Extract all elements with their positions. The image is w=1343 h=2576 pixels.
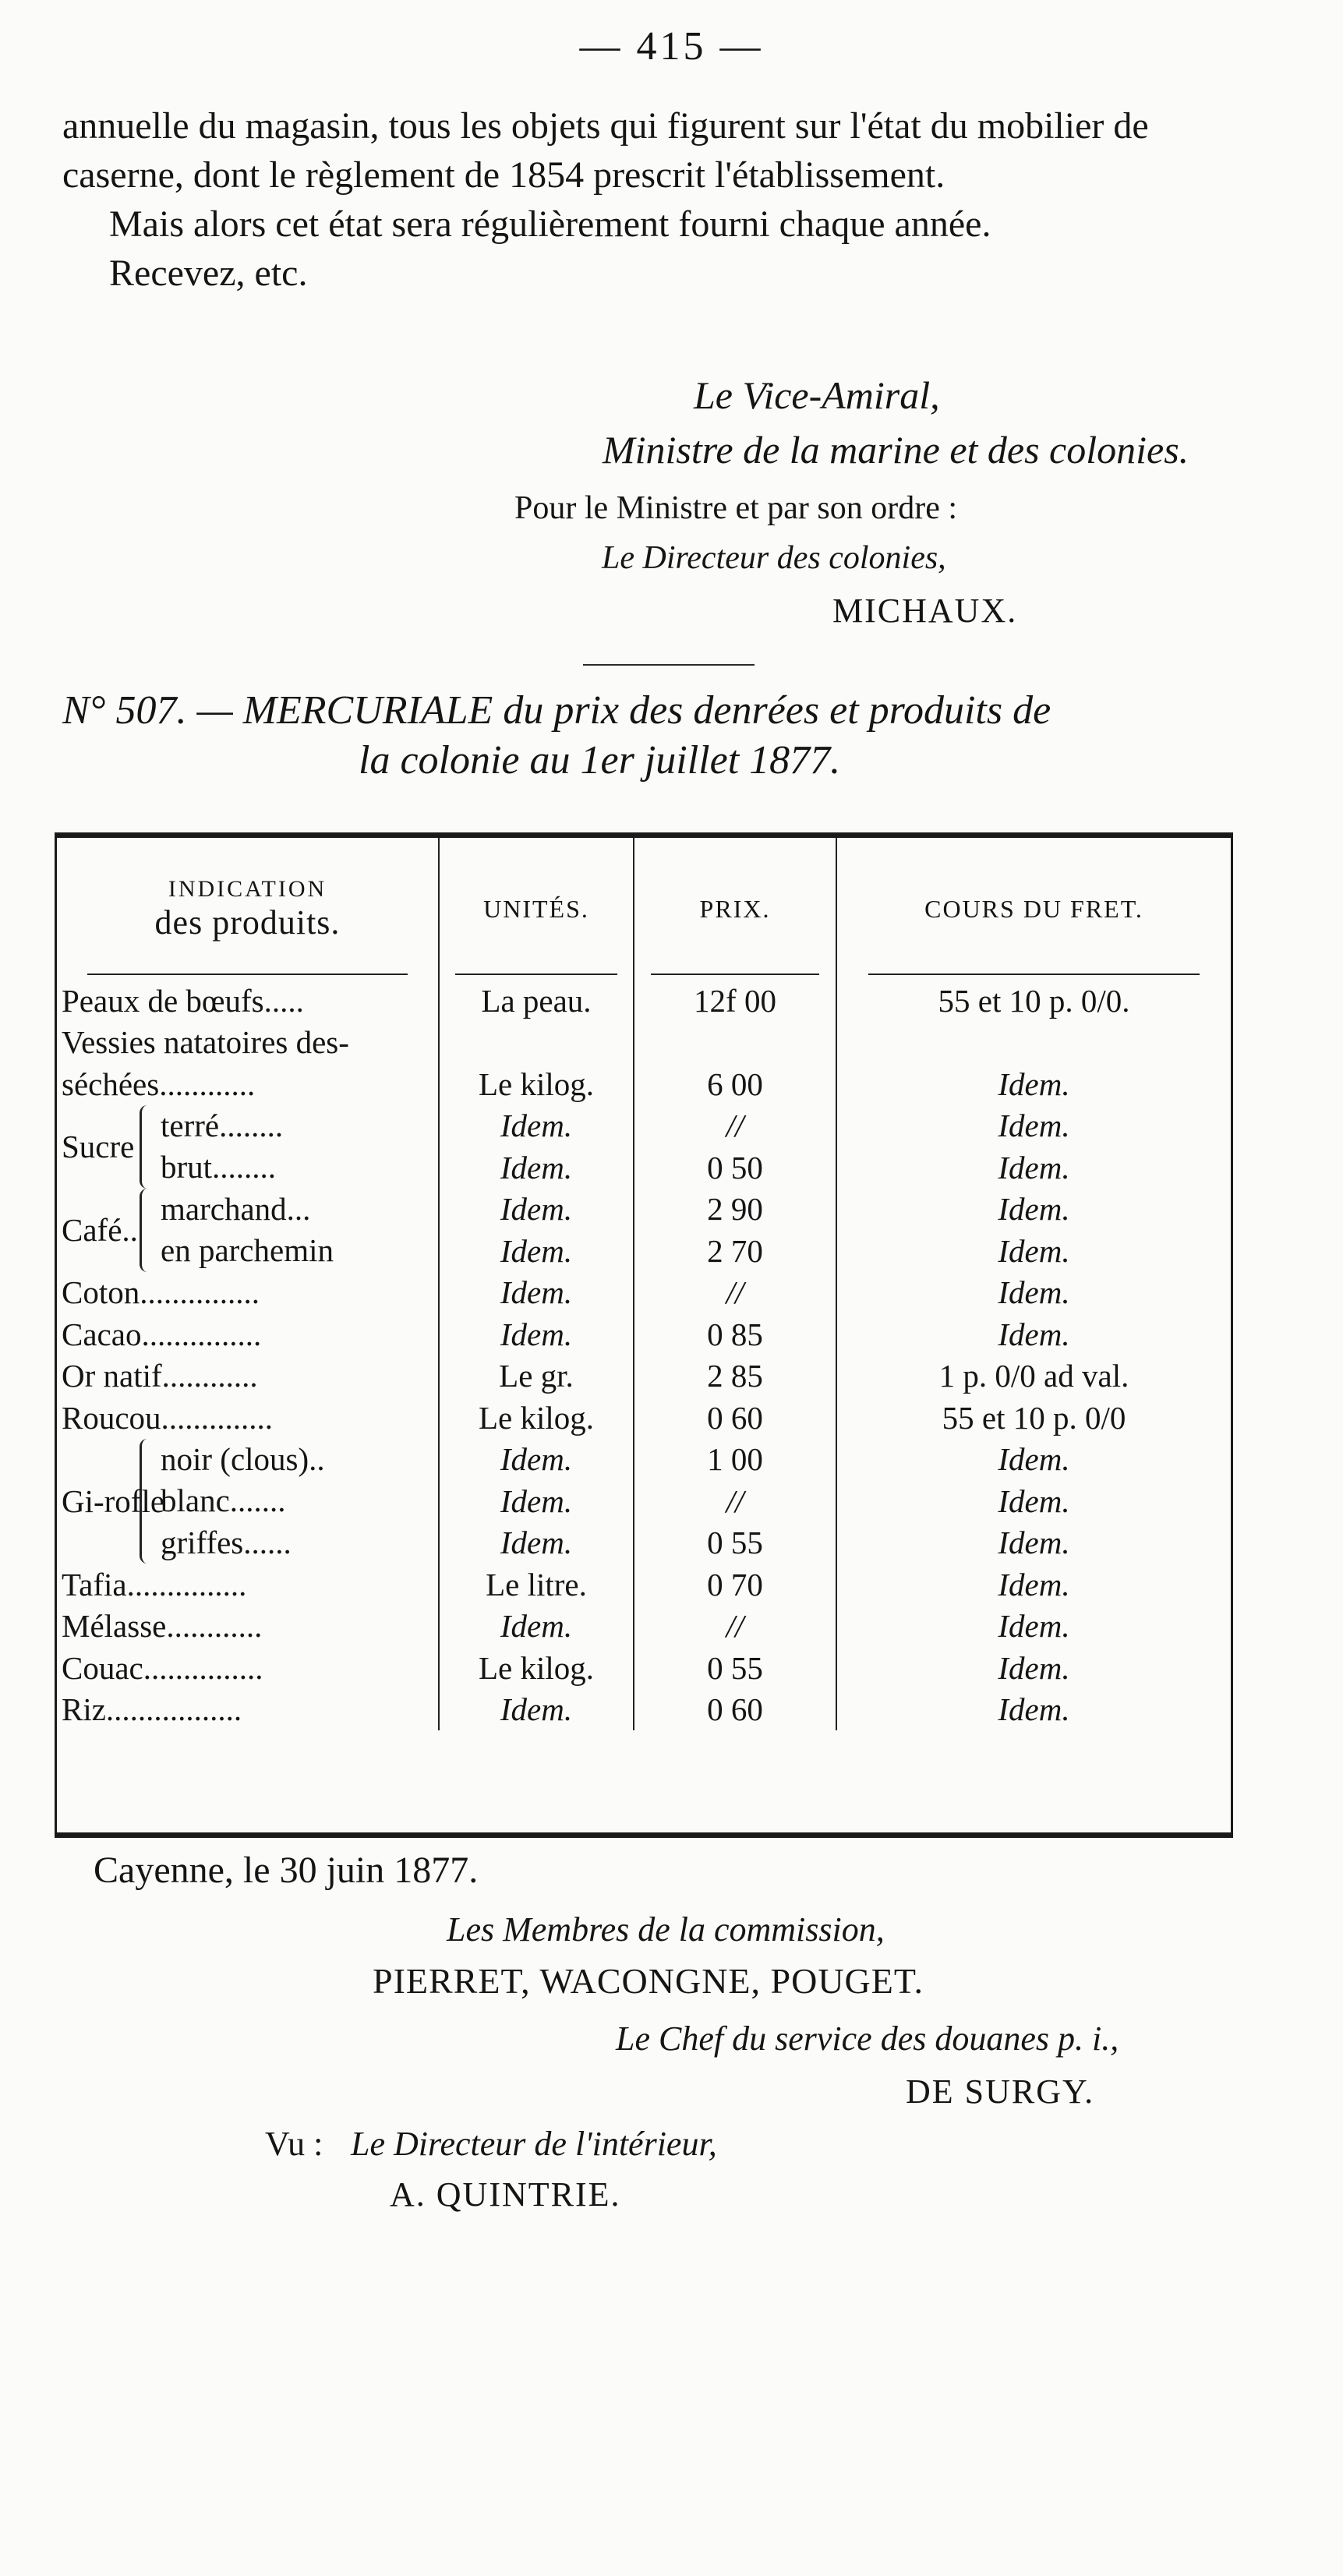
price-table xyxy=(57,838,1231,1730)
cell-unite: Le kilog. xyxy=(439,1397,634,1439)
cell-cours: Idem. xyxy=(998,1525,1070,1561)
cell-prix: 0 60 xyxy=(634,1689,836,1731)
cell-produit: Coton............... xyxy=(62,1274,260,1311)
cell-group-sucre xyxy=(57,1105,439,1189)
cell-unite: Idem. xyxy=(439,1272,634,1314)
cell-cours: Idem. xyxy=(998,1691,1070,1728)
table-row xyxy=(57,980,1231,1022)
header-underline xyxy=(455,974,617,975)
cell-unite: Idem. xyxy=(439,1689,634,1731)
table-row xyxy=(57,1397,1231,1439)
cell-produit: noir (clous).. xyxy=(161,1440,325,1477)
table-row xyxy=(57,1439,1231,1481)
cell-cours: Idem. xyxy=(998,1232,1070,1269)
cell-unite: Le gr. xyxy=(439,1355,634,1398)
header-indication-line2: des produits. xyxy=(154,903,341,942)
cell-cours: Idem. xyxy=(998,1065,1070,1102)
cell-prix: 0 55 xyxy=(634,1522,836,1564)
table-row xyxy=(57,1022,1231,1064)
intro-paragraphs xyxy=(62,101,1247,298)
cell-group-girofle xyxy=(57,1439,439,1564)
table-row xyxy=(57,1105,1231,1147)
cell-prix: 2 90 xyxy=(634,1189,836,1231)
cell-produit: terré........ xyxy=(161,1107,284,1143)
cell-cours: Idem. xyxy=(998,1108,1070,1144)
cell-prix: // xyxy=(634,1105,836,1147)
cell-unite: Idem. xyxy=(439,1189,634,1231)
table-header-row xyxy=(57,838,1231,980)
brace-icon xyxy=(140,1439,156,1564)
cell-cours: 55 et 10 p. 0/0. xyxy=(938,982,1130,1019)
signature-director: Le Directeur des colonies, xyxy=(602,540,946,576)
cell-prix xyxy=(634,1022,836,1064)
cell-unite: Idem. xyxy=(439,1439,634,1481)
cell-produit: Roucou.............. xyxy=(62,1399,274,1436)
signature-name: MICHAUX. xyxy=(832,592,1018,630)
cell-prix: 0 50 xyxy=(634,1147,836,1189)
cell-cours: Idem. xyxy=(998,1566,1070,1602)
table-row xyxy=(57,1647,1231,1689)
cell-prix: // xyxy=(634,1480,836,1522)
cell-cours: 1 p. 0/0 ad val. xyxy=(938,1358,1129,1394)
signature-rank: Le Vice-Amiral, xyxy=(694,373,940,417)
members-label: Les Membres de la commission, xyxy=(447,1910,885,1949)
group-girofle xyxy=(62,1439,433,1564)
cell-produit: en parchemin xyxy=(161,1232,334,1268)
cell-prix: 0 70 xyxy=(634,1564,836,1606)
cell-unite: Le litre. xyxy=(439,1564,634,1606)
header-cours-label: COURS DU FRET. xyxy=(924,894,1143,923)
signature-title: Ministre de la marine et des colonies. xyxy=(603,428,1189,472)
cell-produit: Cacao............... xyxy=(62,1316,262,1352)
cell-prix: 2 70 xyxy=(634,1230,836,1272)
table-row xyxy=(57,1355,1231,1398)
cell-prix: // xyxy=(634,1606,836,1648)
header-underline xyxy=(87,974,408,975)
intro-paragraph-1: annuelle du magasin, tous les objets qui figurent sur l'état du mobilier de caserne, dont le règlement de 1854 prescrit l'établissement. xyxy=(62,105,1149,196)
cell-prix: // xyxy=(634,1272,836,1314)
table-row xyxy=(57,1689,1231,1731)
cell-produit: Tafia............... xyxy=(62,1566,247,1602)
cell-prix: 6 00 xyxy=(634,1063,836,1105)
group-label-girofle: Gi-rofle xyxy=(62,1482,165,1519)
cell-prix: 0 55 xyxy=(634,1647,836,1689)
chief-label: Le Chef du service des douanes p. i., xyxy=(616,2019,1119,2058)
group-label-cafe: Café.. xyxy=(62,1212,138,1248)
cell-unite: Idem. xyxy=(439,1480,634,1522)
cell-cours: Idem. xyxy=(998,1608,1070,1645)
cell-unite: La peau. xyxy=(439,980,634,1022)
chief-name: DE SURGY. xyxy=(906,2072,1095,2111)
header-underline xyxy=(651,974,820,975)
table-row xyxy=(57,1313,1231,1355)
cell-unite: Le kilog. xyxy=(439,1063,634,1105)
header-prix-label: PRIX. xyxy=(699,894,771,923)
brace-icon xyxy=(140,1189,156,1272)
intro-paragraph-2: Mais alors cet état sera régulièrement fourni chaque année. xyxy=(109,203,991,245)
cell-unite: Idem. xyxy=(439,1522,634,1564)
cell-cours: 55 et 10 p. 0/0 xyxy=(942,1399,1126,1436)
cell-cours: Idem. xyxy=(998,1441,1070,1478)
group-sucre xyxy=(62,1105,433,1189)
header-cours xyxy=(836,838,1231,980)
cell-prix: 0 85 xyxy=(634,1313,836,1355)
cell-prix: 2 85 xyxy=(634,1355,836,1398)
cell-produit: Vessies natatoires des- xyxy=(62,1024,349,1061)
place-date: Cayenne, le 30 juin 1877. xyxy=(94,1850,479,1891)
group-items xyxy=(161,1189,433,1272)
cell-prix: 1 00 xyxy=(634,1439,836,1481)
header-prix xyxy=(634,838,836,980)
brace-icon xyxy=(140,1105,156,1189)
vu-label: Vu : xyxy=(265,2125,323,2163)
cell-produit: séchées............ xyxy=(62,1065,256,1102)
cell-cours: Idem. xyxy=(998,1274,1070,1311)
director-name: A. QUINTRIE. xyxy=(390,2175,621,2214)
price-table-frame xyxy=(55,832,1233,1838)
section-divider xyxy=(583,664,755,666)
cell-produit: Riz................. xyxy=(62,1691,242,1728)
page-number: — 415 — xyxy=(579,24,764,69)
group-items xyxy=(161,1105,433,1189)
director-label: Le Directeur de l'intérieur, xyxy=(351,2125,717,2163)
cell-prix: 0 60 xyxy=(634,1397,836,1439)
group-items xyxy=(161,1439,433,1564)
intro-paragraph-3: Recevez, etc. xyxy=(109,253,308,294)
cell-unite: Idem. xyxy=(439,1147,634,1189)
members-names: PIERRET, WACONGNE, POUGET. xyxy=(373,1961,924,2001)
document-heading xyxy=(62,686,1263,786)
header-indication xyxy=(57,838,439,980)
cell-prix: 12f 00 xyxy=(634,980,836,1022)
cell-cours: Idem. xyxy=(998,1191,1070,1228)
header-unites xyxy=(439,838,634,980)
table-row xyxy=(57,1063,1231,1105)
table-row xyxy=(57,1189,1231,1231)
header-indication-line1: INDICATION xyxy=(168,875,327,902)
cell-cours: Idem. xyxy=(998,1149,1070,1186)
group-cafe xyxy=(62,1189,433,1272)
group-label-sucre: Sucre xyxy=(62,1129,135,1164)
cell-cours: Idem. xyxy=(998,1316,1070,1352)
cell-unite: Le kilog. xyxy=(439,1647,634,1689)
cell-unite xyxy=(439,1022,634,1064)
cell-cours xyxy=(836,1022,1231,1064)
cell-produit: marchand... xyxy=(161,1190,311,1227)
cell-cours: Idem. xyxy=(998,1482,1070,1519)
cell-unite: Idem. xyxy=(439,1313,634,1355)
header-unites-label: UNITÉS. xyxy=(483,894,589,923)
signature-order: Pour le Ministre et par son ordre : xyxy=(514,490,958,526)
cell-produit: Couac............... xyxy=(62,1649,263,1686)
table-row xyxy=(57,1272,1231,1314)
cell-produit: griffes...... xyxy=(161,1524,292,1560)
table-row xyxy=(57,1564,1231,1606)
cell-cours: Idem. xyxy=(998,1649,1070,1686)
cell-unite: Idem. xyxy=(439,1606,634,1648)
cell-produit: Peaux de bœufs..... xyxy=(62,982,304,1019)
header-underline xyxy=(868,974,1199,975)
heading-main: N° 507. — MERCURIALE du prix des denrées et produits de xyxy=(62,688,1051,733)
cell-produit: brut........ xyxy=(161,1149,277,1185)
cell-produit: Mélasse............ xyxy=(62,1608,263,1645)
cell-produit: blanc....... xyxy=(161,1482,286,1518)
heading-sub: la colonie au 1er juillet 1877. xyxy=(359,738,841,783)
cell-produit: Or natif............ xyxy=(62,1358,258,1394)
cell-unite: Idem. xyxy=(439,1105,634,1147)
cell-unite: Idem. xyxy=(439,1230,634,1272)
table-row xyxy=(57,1606,1231,1648)
cell-group-cafe xyxy=(57,1189,439,1272)
